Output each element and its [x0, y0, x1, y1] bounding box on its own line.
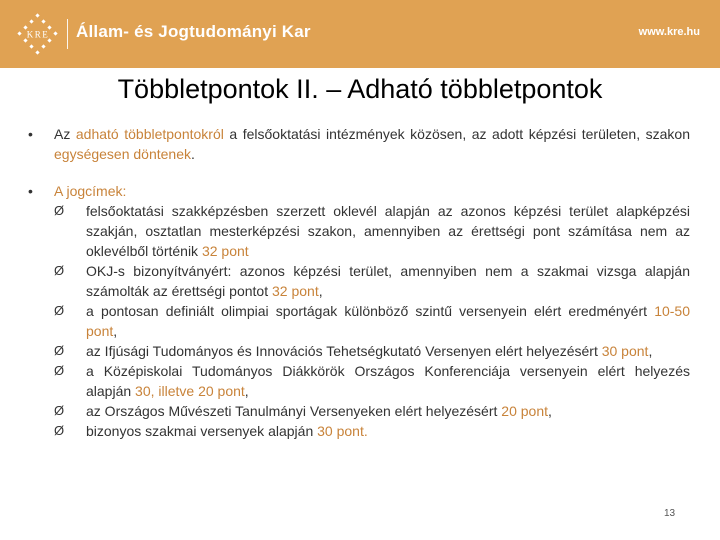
arrow-bullet-icon: Ø	[54, 423, 65, 438]
slide-title: Többletpontok II. – Adható többletpontok	[117, 74, 603, 104]
bullet-marker: •	[28, 126, 33, 142]
slide-content	[28, 124, 690, 441]
bullet-marker: •	[28, 183, 33, 199]
list-item: Ø az Ifjúsági Tudományos és Innovációs Tehetségkutató Versenyen elért helyezésért 30 pont,	[54, 343, 653, 359]
bullet-item	[28, 124, 690, 164]
page-number: 13	[664, 508, 676, 519]
list-item: Ø felsőoktatási szakképzésben szerzett oklevél alapján az azonos képzési terület alapképzési szakján, osztatlan mesterképzési szakon, amennyiben az érettségi pont számítása nem az oklevélből történik 32 pont	[54, 203, 690, 259]
list-item: Ø OKJ-s bizonyítványért: azonos képzési terület, amennyiben nem a szakmai vizsga alapján számolták az érettségi pontot 32 pont,	[54, 263, 690, 299]
entitlement-list	[54, 201, 690, 441]
svg-text:KRE: KRE	[26, 29, 50, 40]
list-item: Ø az Országos Művészeti Tanulmányi Versenyeken elért helyezésért 20 pont,	[54, 403, 552, 419]
bullet-heading: A jogcímek:	[54, 183, 127, 199]
bullet-item	[28, 181, 690, 441]
arrow-bullet-icon: Ø	[54, 363, 65, 378]
list-item: Ø a Középiskolai Tudományos Diákkörök Országos Konferenciája versenyein elért helyezés alapján 30, illetve 20 pont,	[54, 363, 690, 399]
faculty-name: Állam- és Jogtudományi Kar	[76, 22, 311, 41]
list-item: Ø a pontosan definiált olimpiai sportágak különböző szintű versenyein elért eredményért 10-50 pont,	[54, 303, 690, 339]
header-bar	[0, 0, 720, 68]
list-item: Ø bizonyos szakmai versenyek alapján 30 pont.	[54, 423, 368, 439]
arrow-bullet-icon: Ø	[54, 203, 65, 218]
logo-divider	[67, 19, 68, 49]
arrow-bullet-icon: Ø	[54, 343, 65, 358]
arrow-bullet-icon: Ø	[54, 263, 65, 278]
kre-logo-icon	[16, 12, 60, 56]
arrow-bullet-icon: Ø	[54, 403, 65, 418]
website-link[interactable]: www.kre.hu	[638, 26, 700, 38]
arrow-bullet-icon: Ø	[54, 303, 65, 318]
bullet-text: Az adható többletpontokról a felsőoktatási intézmények közösen, az adott képzési területen, szakon egységesen döntenek.	[54, 126, 690, 162]
